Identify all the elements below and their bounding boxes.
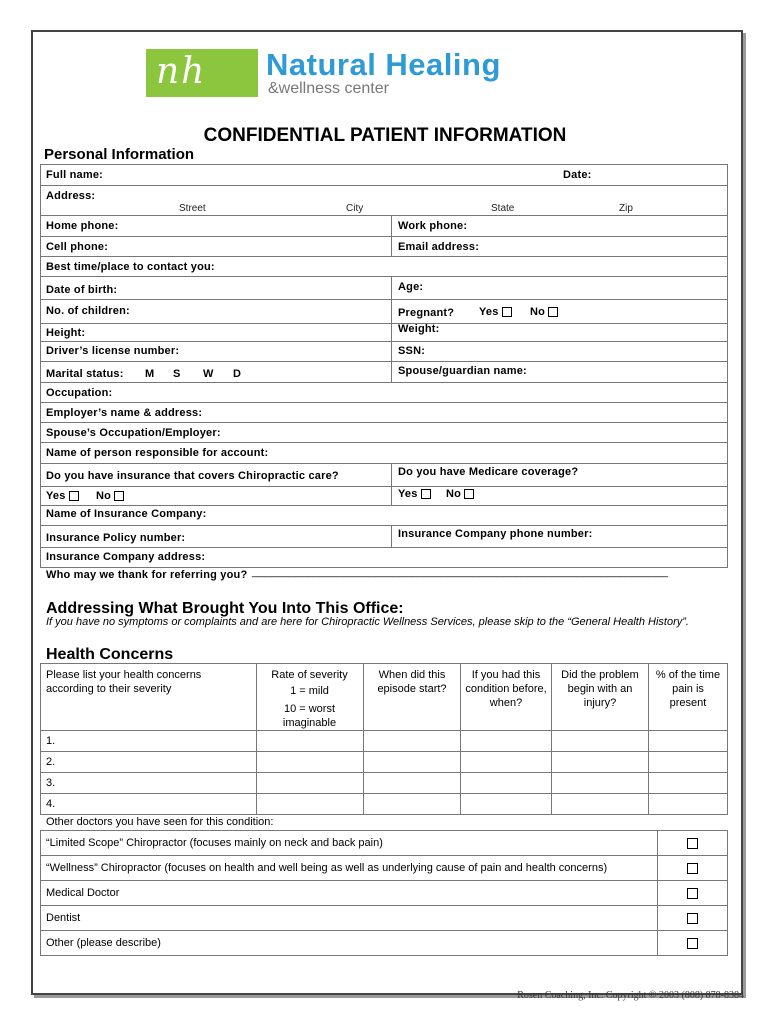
insurance-company-label: Name of Insurance Company:: [46, 508, 207, 520]
doctor-option[interactable]: [41, 856, 727, 881]
company-address-label: Insurance Company address:: [46, 551, 206, 563]
logo: [146, 47, 606, 99]
address-label: Address:: [46, 190, 96, 202]
row-number: 1.: [46, 735, 56, 747]
row-full-name[interactable]: [41, 165, 727, 186]
license-label: Driver’s license number:: [46, 345, 180, 357]
checkbox-icon: [69, 491, 79, 501]
row-phones[interactable]: [41, 216, 727, 237]
row-company-address[interactable]: [41, 548, 727, 568]
logo-initials: nh: [156, 51, 207, 92]
pregnant-yes[interactable]: Yes: [479, 306, 512, 318]
row-cell-email[interactable]: [41, 237, 727, 257]
addressing-note: If you have no symptoms or complaints and are here for Chiropractic Wellness Services, please skip to the “General Health History”.: [46, 616, 689, 628]
dob-label: Date of birth:: [46, 284, 118, 296]
addressing-heading: Addressing What Brought You Into This Office:: [46, 600, 404, 617]
insurance-yes[interactable]: Yes: [46, 490, 79, 502]
other-doctors-label: Other doctors you have seen for this condition:: [46, 816, 274, 828]
checkbox-icon: [421, 489, 431, 499]
health-row[interactable]: [41, 752, 727, 773]
copyright-footer: Rosen Coaching, Inc. Copyright © 2003 (808) 878-8384: [517, 990, 744, 1001]
checkbox-icon: [464, 489, 474, 499]
col-start: When did this episode start?: [377, 669, 447, 695]
spouse-occupation-label: Spouse’s Occupation/Employer:: [46, 427, 221, 439]
row-license-ssn[interactable]: [41, 342, 727, 362]
date-label: Date:: [563, 169, 592, 181]
doctor-option-label: Other (please describe): [46, 937, 161, 949]
insurance-question: Do you have insurance that covers Chiropractic care?: [46, 470, 339, 482]
marital-m[interactable]: M: [145, 368, 155, 380]
best-time-label: Best time/place to contact you:: [46, 261, 215, 273]
health-row[interactable]: [41, 794, 727, 815]
occupation-label: Occupation:: [46, 387, 113, 399]
email-label: Email address:: [398, 241, 480, 253]
personal-info-table: [40, 164, 728, 568]
doctor-option-label: “Limited Scope” Chiropractor (focuses mainly on neck and back pain): [46, 837, 383, 849]
home-phone-label: Home phone:: [46, 220, 119, 232]
spouse-name-label: Spouse/guardian name:: [398, 365, 527, 377]
doctor-option-label: Dentist: [46, 912, 81, 924]
row-number: 4.: [46, 798, 56, 810]
row-address[interactable]: [41, 186, 727, 216]
marital-s[interactable]: S: [173, 368, 181, 380]
row-marital-spouse[interactable]: [41, 362, 727, 383]
street-label: Street: [179, 203, 206, 214]
pregnant-no[interactable]: No: [530, 306, 558, 318]
children-label: No. of children:: [46, 305, 130, 317]
row-insurance-question[interactable]: [41, 464, 727, 487]
row-insurance-company[interactable]: [41, 506, 727, 526]
document-title: CONFIDENTIAL PATIENT INFORMATION: [203, 125, 567, 146]
medicare-no[interactable]: No: [446, 488, 474, 500]
col-severity: Rate of severity 1 = mild 10 = worst imaginable: [271, 669, 348, 729]
row-number: 2.: [46, 756, 56, 768]
policy-number-label: Insurance Policy number:: [46, 532, 186, 544]
ssn-label: SSN:: [398, 345, 426, 357]
insurance-no[interactable]: No: [96, 490, 124, 502]
col-percent: % of the time pain is present: [655, 669, 721, 709]
zip-label: Zip: [619, 203, 633, 214]
marital-w[interactable]: W: [203, 368, 214, 380]
work-phone-label: Work phone:: [398, 220, 468, 232]
row-dob-age[interactable]: [41, 277, 727, 300]
logo-badge: [146, 49, 258, 97]
health-row[interactable]: [41, 773, 727, 794]
checkbox-icon[interactable]: [687, 913, 698, 924]
row-responsible[interactable]: [41, 443, 727, 464]
logo-name: Natural Healing: [266, 47, 501, 82]
checkbox-icon: [502, 307, 512, 317]
age-label: Age:: [398, 281, 424, 293]
state-label: State: [491, 203, 515, 214]
row-yes-no[interactable]: [41, 487, 727, 506]
doctor-option[interactable]: [41, 906, 727, 931]
row-children-pregnant[interactable]: [41, 300, 727, 324]
responsible-label: Name of person responsible for account:: [46, 447, 269, 459]
checkbox-icon: [114, 491, 124, 501]
referral-label: Who may we thank for referring you?: [46, 569, 248, 581]
col-before: If you had this condition before, when?: [465, 669, 547, 709]
height-label: Height:: [46, 327, 86, 339]
row-occupation[interactable]: [41, 383, 727, 403]
company-phone-label: Insurance Company phone number:: [398, 528, 593, 540]
row-height-weight[interactable]: [41, 324, 727, 342]
col-concerns: Please list your health concerns according to their severity: [46, 669, 202, 695]
city-label: City: [346, 203, 364, 214]
checkbox-icon: [548, 307, 558, 317]
health-row[interactable]: [41, 731, 727, 752]
doctor-option[interactable]: [41, 831, 727, 856]
checkbox-icon[interactable]: [687, 888, 698, 899]
row-spouse-occupation[interactable]: [41, 423, 727, 443]
row-best-time[interactable]: [41, 257, 727, 277]
medicare-question: Do you have Medicare coverage?: [398, 466, 579, 478]
pregnant-label: Pregnant?: [398, 307, 455, 319]
col-injury: Did the problem begin with an injury?: [561, 669, 639, 709]
full-name-label: Full name:: [46, 169, 104, 181]
row-policy-phone[interactable]: [41, 526, 727, 548]
health-concerns-table: [40, 663, 728, 815]
checkbox-icon[interactable]: [687, 838, 698, 849]
medicare-yes[interactable]: Yes: [398, 488, 431, 500]
checkbox-icon[interactable]: [687, 863, 698, 874]
doctor-option-label: “Wellness” Chiropractor (focuses on health and well being as well as underlying cause of pain and health concerns): [46, 862, 608, 874]
logo-subtitle: &wellness center: [268, 80, 389, 97]
weight-label: Weight:: [398, 323, 440, 335]
employer-label: Employer’s name & address:: [46, 407, 203, 419]
health-concerns-heading: Health Concerns: [46, 646, 174, 663]
row-employer[interactable]: [41, 403, 727, 423]
row-number: 3.: [46, 777, 56, 789]
personal-info-heading: Personal Information: [44, 146, 195, 163]
doctor-option[interactable]: [41, 881, 727, 906]
other-doctors-table: [40, 830, 728, 956]
marital-d[interactable]: D: [233, 368, 242, 380]
cell-phone-label: Cell phone:: [46, 241, 109, 253]
checkbox-icon[interactable]: [687, 938, 698, 949]
referral-line[interactable]: ____________________________________________________________________: [252, 566, 669, 578]
health-header-row: [41, 664, 727, 731]
doctor-option-label: Medical Doctor: [46, 887, 120, 899]
marital-label: Marital status:: [46, 368, 124, 380]
doctor-option[interactable]: [41, 931, 727, 956]
